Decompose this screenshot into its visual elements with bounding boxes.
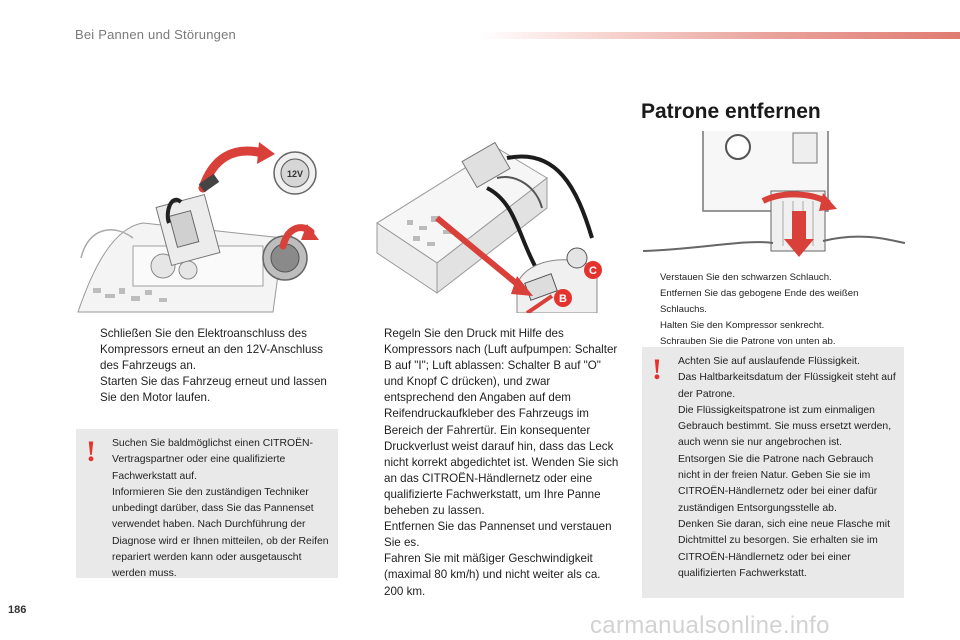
- list-item: [78, 326, 340, 374]
- warning-box-right: [642, 347, 904, 598]
- list-item-text: Fahren Sie mit mäßiger Geschwindigkeit (maximal 80 km/h) und nicht weiter als ca. 200 km.: [384, 552, 601, 598]
- warning-box-left: [76, 429, 338, 578]
- section-heading: Patrone entfernen: [641, 100, 821, 123]
- warning-text: Achten Sie auf auslaufende Flüssigkeit. Das Haltbarkeitsdatum der Flüssigkeit steht auf der Patrone. Die Flüssigkeitspatrone ist zum einmaligen Gebrauch bestimmt. Sie muss ersetzt werden, auch wenn sie nur angebrochen ist. Entsorgen Sie die Patrone nach Gebrauch nicht in der freien Natur. Geben Sie sie im CITROËN-Händlernetz oder bei einer dafür zuständigen Entsorgungsstelle ab. Denken Sie daran, sich eine neue Flasche mit Dichtmittel zu besorgen. Sie erhalten sie im CITROËN-Händlernetz oder bei einer qualifizierten Fachwerkstatt.: [678, 356, 896, 579]
- chapter-title: Bei Pannen und Störungen: [75, 27, 236, 42]
- warning-icon: !: [652, 353, 662, 386]
- illustration-cartridge-removal: [643, 131, 905, 259]
- illustration-compressor-controls: [367, 128, 605, 313]
- list-item-text: Halten Sie den Kompressor senkrecht.: [660, 320, 825, 331]
- list-item-text: Schrauben Sie die Patrone von unten ab.: [660, 336, 836, 347]
- list-item-text: Starten Sie das Fahrzeug erneut und lassen Sie den Motor laufen.: [100, 375, 327, 405]
- list-item: [644, 318, 906, 334]
- warning-text: Suchen Sie baldmöglichst einen CITROËN-Vertragspartner oder eine qualifizierte Fachwerkstatt auf. Informieren Sie den zuständigen Techniker unbedingt darüber, dass Sie das Pannenset verwendet haben. Nach Durchführung der Diagnose wird er Ihnen mitteilen, ob der Reifen repariert werden kann oder ausgetauscht werden muss.: [112, 438, 329, 580]
- page-number: 186: [8, 604, 27, 616]
- list-item: [644, 286, 906, 318]
- list-item-text: Entfernen Sie das Pannenset und verstauen Sie es.: [384, 520, 612, 550]
- label-b: B: [559, 293, 567, 305]
- left-steps-list: [78, 326, 340, 406]
- list-item-text: Schließen Sie den Elektroanschluss des Kompressors erneut an den 12V-Anschluss des Fahrzeugs an.: [100, 327, 323, 373]
- list-item: [644, 270, 906, 286]
- list-item: [362, 519, 622, 551]
- watermark: carmanualsonline.info: [590, 612, 830, 639]
- list-item: [362, 551, 622, 599]
- socket-label-12v: 12V: [286, 169, 304, 179]
- list-item-text: Verstauen Sie den schwarzen Schlauch.: [660, 272, 832, 283]
- list-item: [78, 374, 340, 406]
- header-accent-bar: [480, 32, 960, 39]
- list-item-text: Regeln Sie den Druck mit Hilfe des Kompressors nach (Luft aufpumpen: Schalter B auf "I"; Luft ablassen: Schalter B auf "O" und Knopf C drücken), und zwar entsprechend den Angaben auf dem Reifendruckaufkleber des Fahrzeugs im Bereich der Fahrertür. Ein konsequenter Druckverlust weist darauf hin, dass das Leck nicht korrekt abgedichtet ist. Wenden Sie sich an das CITROËN-Händlernetz oder eine qualifizierte Fachwerkstatt, um Ihre Panne beheben zu lassen.: [384, 327, 619, 518]
- middle-steps-list: [362, 326, 622, 600]
- illustration-compressor-12v: [73, 128, 337, 313]
- warning-icon: !: [86, 435, 96, 468]
- right-steps-list: [644, 270, 906, 350]
- label-c: C: [589, 265, 597, 277]
- list-item: [362, 326, 622, 519]
- list-item-text: Entfernen Sie das gebogene Ende des weißen Schlauchs.: [660, 288, 859, 315]
